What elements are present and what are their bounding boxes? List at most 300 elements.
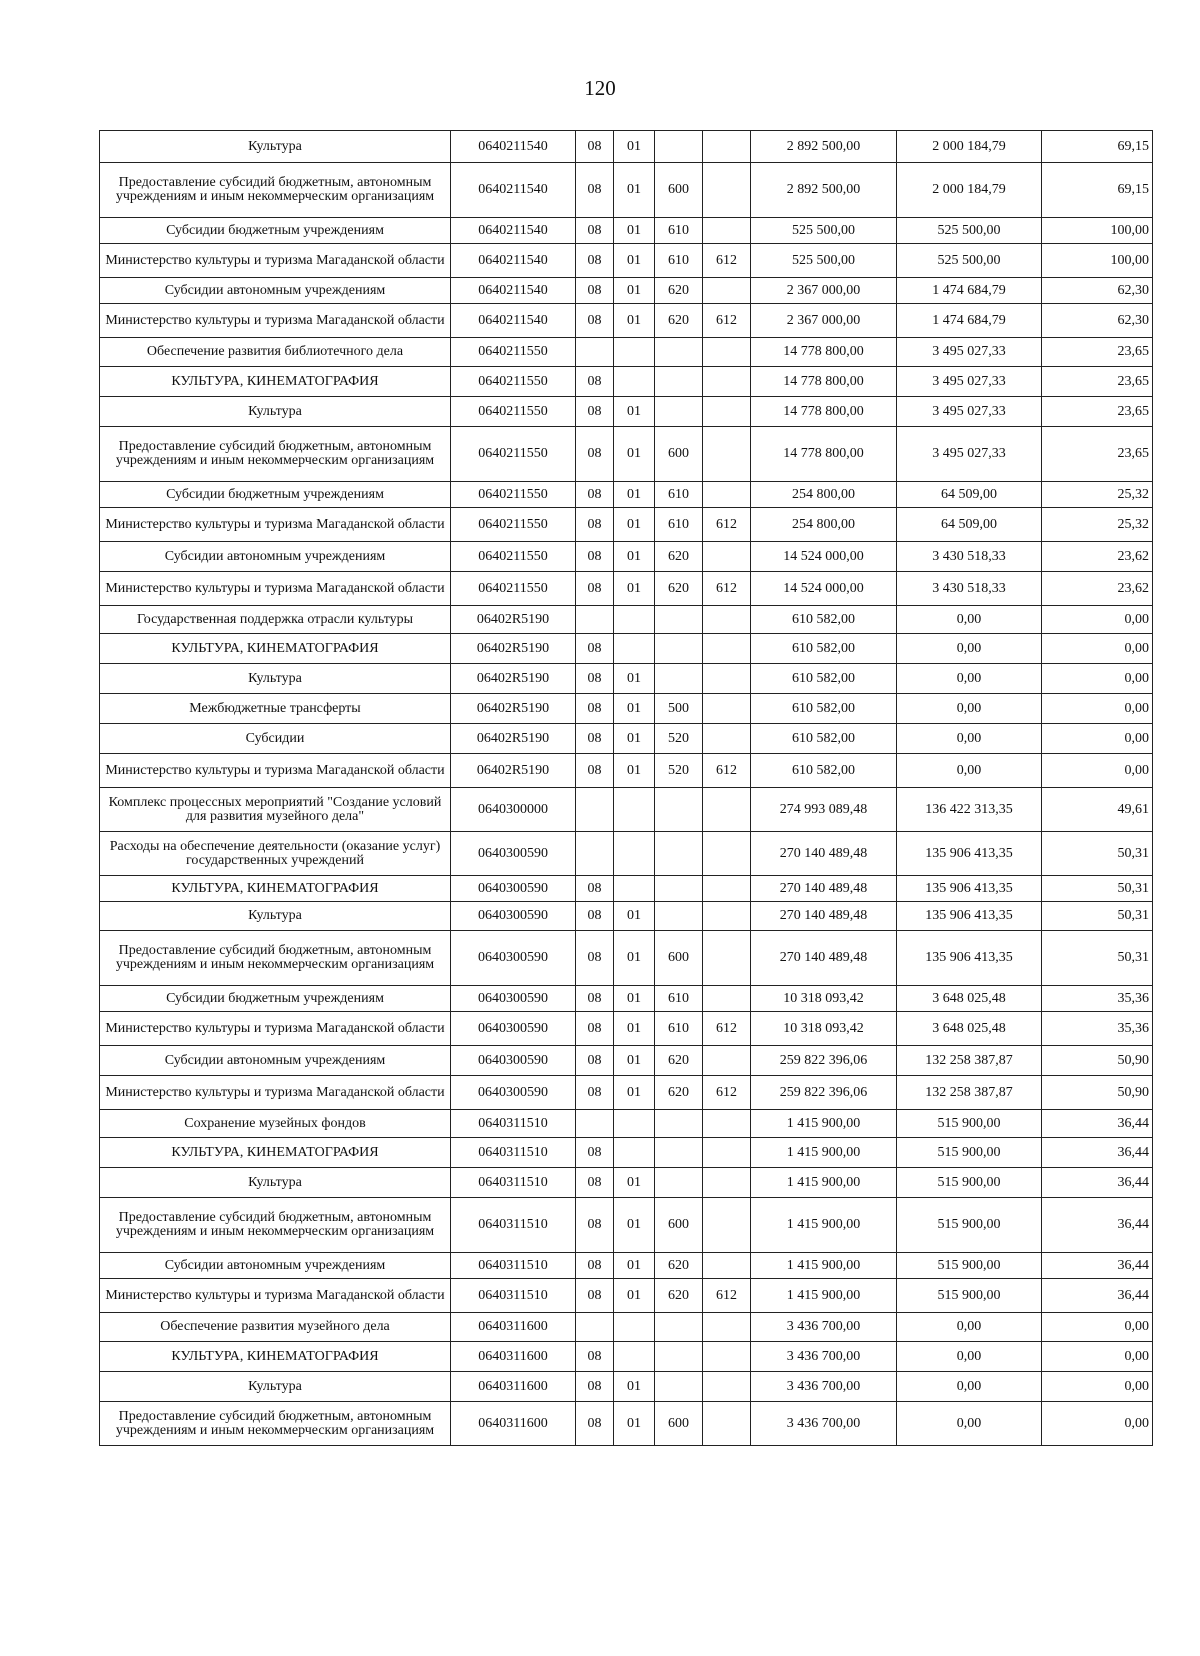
row-subsection: 01	[614, 724, 655, 754]
row-planned-amount: 1 415 900,00	[751, 1253, 897, 1279]
page-number: 120	[584, 76, 616, 100]
row-target-code: 06402R5190	[451, 606, 576, 634]
row-executed-amount: 0,00	[897, 606, 1042, 634]
table-body	[100, 131, 1153, 1446]
row-section: 08	[576, 1372, 614, 1402]
row-section: 08	[576, 1168, 614, 1198]
row-admin-code	[703, 832, 751, 876]
row-execution-percent: 50,31	[1042, 876, 1153, 902]
row-name: Обеспечение развития библиотечного дела	[100, 338, 451, 367]
row-executed-amount: 64 509,00	[897, 508, 1042, 542]
row-expense-type	[655, 1168, 703, 1198]
row-executed-amount: 3 495 027,33	[897, 397, 1042, 427]
row-subsection	[614, 832, 655, 876]
table-row	[100, 304, 1153, 338]
row-executed-amount: 0,00	[897, 694, 1042, 724]
row-section: 08	[576, 1342, 614, 1372]
table-row	[100, 1012, 1153, 1046]
row-expense-type: 620	[655, 278, 703, 304]
row-name: Субсидии бюджетным учреждениям	[100, 218, 451, 244]
row-section: 08	[576, 986, 614, 1012]
row-executed-amount: 3 430 518,33	[897, 572, 1042, 606]
row-planned-amount: 14 778 800,00	[751, 397, 897, 427]
row-target-code: 0640211550	[451, 397, 576, 427]
row-executed-amount: 0,00	[897, 724, 1042, 754]
row-subsection: 01	[614, 397, 655, 427]
row-planned-amount: 2 892 500,00	[751, 163, 897, 218]
row-execution-percent: 35,36	[1042, 986, 1153, 1012]
table-row	[100, 788, 1153, 832]
row-planned-amount: 14 778 800,00	[751, 427, 897, 482]
table-row	[100, 664, 1153, 694]
row-subsection	[614, 1342, 655, 1372]
row-target-code: 0640211540	[451, 244, 576, 278]
row-executed-amount: 0,00	[897, 754, 1042, 788]
row-admin-code	[703, 131, 751, 163]
row-execution-percent: 36,44	[1042, 1168, 1153, 1198]
row-section	[576, 832, 614, 876]
row-execution-percent: 0,00	[1042, 664, 1153, 694]
row-admin-code	[703, 218, 751, 244]
row-subsection	[614, 876, 655, 902]
row-section: 08	[576, 304, 614, 338]
row-planned-amount: 259 822 396,06	[751, 1076, 897, 1110]
row-subsection: 01	[614, 1168, 655, 1198]
budget-table	[99, 130, 1153, 1446]
row-execution-percent: 36,44	[1042, 1253, 1153, 1279]
row-executed-amount: 0,00	[897, 664, 1042, 694]
row-target-code: 0640300590	[451, 1076, 576, 1110]
table-row	[100, 1168, 1153, 1198]
row-expense-type	[655, 634, 703, 664]
row-section: 08	[576, 427, 614, 482]
row-target-code: 0640300590	[451, 876, 576, 902]
table-row	[100, 634, 1153, 664]
row-name: КУЛЬТУРА, КИНЕМАТОГРАФИЯ	[100, 1342, 451, 1372]
row-target-code: 0640311600	[451, 1313, 576, 1342]
row-admin-code	[703, 1046, 751, 1076]
row-subsection: 01	[614, 572, 655, 606]
table-row	[100, 542, 1153, 572]
row-planned-amount: 274 993 089,48	[751, 788, 897, 832]
row-target-code: 06402R5190	[451, 664, 576, 694]
table-row	[100, 1046, 1153, 1076]
row-subsection: 01	[614, 244, 655, 278]
row-execution-percent: 36,44	[1042, 1198, 1153, 1253]
row-admin-code	[703, 1138, 751, 1168]
row-executed-amount: 515 900,00	[897, 1138, 1042, 1168]
row-target-code: 0640311510	[451, 1253, 576, 1279]
row-subsection: 01	[614, 1012, 655, 1046]
row-expense-type	[655, 832, 703, 876]
row-subsection: 01	[614, 218, 655, 244]
row-execution-percent: 23,65	[1042, 367, 1153, 397]
row-expense-type: 610	[655, 986, 703, 1012]
row-admin-code	[703, 902, 751, 931]
row-expense-type	[655, 664, 703, 694]
row-executed-amount: 135 906 413,35	[897, 902, 1042, 931]
table-row	[100, 1372, 1153, 1402]
row-expense-type: 610	[655, 1012, 703, 1046]
row-section: 08	[576, 634, 614, 664]
row-name: Культура	[100, 902, 451, 931]
row-execution-percent: 100,00	[1042, 218, 1153, 244]
table-row	[100, 694, 1153, 724]
row-subsection: 01	[614, 931, 655, 986]
row-target-code: 0640300000	[451, 788, 576, 832]
row-name: Министерство культуры и туризма Магаданской области	[100, 1076, 451, 1110]
row-subsection: 01	[614, 694, 655, 724]
row-name: Культура	[100, 1372, 451, 1402]
row-executed-amount: 135 906 413,35	[897, 876, 1042, 902]
row-expense-type: 610	[655, 508, 703, 542]
row-admin-code	[703, 1342, 751, 1372]
row-executed-amount: 0,00	[897, 634, 1042, 664]
row-executed-amount: 136 422 313,35	[897, 788, 1042, 832]
table-row	[100, 1138, 1153, 1168]
row-execution-percent: 0,00	[1042, 1372, 1153, 1402]
row-name: Министерство культуры и туризма Магаданской области	[100, 304, 451, 338]
row-planned-amount: 2 367 000,00	[751, 278, 897, 304]
row-execution-percent: 0,00	[1042, 1342, 1153, 1372]
row-expense-type: 620	[655, 542, 703, 572]
row-execution-percent: 0,00	[1042, 1313, 1153, 1342]
row-section: 08	[576, 1138, 614, 1168]
row-name: Министерство культуры и туризма Магаданской области	[100, 508, 451, 542]
row-section: 08	[576, 397, 614, 427]
row-expense-type: 620	[655, 1046, 703, 1076]
row-planned-amount: 14 524 000,00	[751, 542, 897, 572]
row-planned-amount: 3 436 700,00	[751, 1342, 897, 1372]
row-planned-amount: 259 822 396,06	[751, 1046, 897, 1076]
table-row	[100, 278, 1153, 304]
row-name: Министерство культуры и туризма Магаданской области	[100, 1279, 451, 1313]
row-name: Субсидии автономным учреждениям	[100, 542, 451, 572]
table-row	[100, 754, 1153, 788]
row-target-code: 0640311600	[451, 1402, 576, 1446]
row-subsection: 01	[614, 1253, 655, 1279]
row-executed-amount: 135 906 413,35	[897, 931, 1042, 986]
row-admin-code	[703, 1402, 751, 1446]
table-row	[100, 163, 1153, 218]
table-row	[100, 986, 1153, 1012]
row-execution-percent: 36,44	[1042, 1279, 1153, 1313]
row-name: Культура	[100, 131, 451, 163]
row-section: 08	[576, 754, 614, 788]
row-target-code: 0640311600	[451, 1342, 576, 1372]
row-planned-amount: 610 582,00	[751, 724, 897, 754]
row-section: 08	[576, 1012, 614, 1046]
row-admin-code: 612	[703, 1012, 751, 1046]
row-executed-amount: 525 500,00	[897, 244, 1042, 278]
row-expense-type: 520	[655, 724, 703, 754]
row-section: 08	[576, 278, 614, 304]
row-subsection: 01	[614, 482, 655, 508]
row-planned-amount: 610 582,00	[751, 694, 897, 724]
row-subsection: 01	[614, 1279, 655, 1313]
row-execution-percent: 50,90	[1042, 1046, 1153, 1076]
row-section: 08	[576, 694, 614, 724]
row-executed-amount: 3 648 025,48	[897, 986, 1042, 1012]
row-executed-amount: 2 000 184,79	[897, 163, 1042, 218]
row-subsection: 01	[614, 304, 655, 338]
row-name: Субсидии бюджетным учреждениям	[100, 482, 451, 508]
row-admin-code	[703, 876, 751, 902]
row-executed-amount: 515 900,00	[897, 1198, 1042, 1253]
row-planned-amount: 270 140 489,48	[751, 931, 897, 986]
row-subsection: 01	[614, 427, 655, 482]
row-subsection: 01	[614, 508, 655, 542]
row-subsection	[614, 788, 655, 832]
row-name: Субсидии автономным учреждениям	[100, 278, 451, 304]
row-planned-amount: 14 778 800,00	[751, 367, 897, 397]
row-planned-amount: 10 318 093,42	[751, 1012, 897, 1046]
row-planned-amount: 1 415 900,00	[751, 1168, 897, 1198]
row-section: 08	[576, 902, 614, 931]
row-admin-code	[703, 542, 751, 572]
row-admin-code	[703, 1372, 751, 1402]
row-execution-percent: 62,30	[1042, 278, 1153, 304]
row-expense-type	[655, 131, 703, 163]
row-subsection: 01	[614, 902, 655, 931]
row-section: 08	[576, 131, 614, 163]
row-execution-percent: 0,00	[1042, 606, 1153, 634]
row-section: 08	[576, 876, 614, 902]
row-planned-amount: 525 500,00	[751, 218, 897, 244]
row-section	[576, 1110, 614, 1138]
row-name: Министерство культуры и туризма Магаданской области	[100, 754, 451, 788]
row-admin-code	[703, 1313, 751, 1342]
row-planned-amount: 610 582,00	[751, 754, 897, 788]
row-executed-amount: 525 500,00	[897, 218, 1042, 244]
row-expense-type	[655, 606, 703, 634]
row-subsection: 01	[614, 131, 655, 163]
row-target-code: 0640211550	[451, 338, 576, 367]
table-row	[100, 1198, 1153, 1253]
row-name: Культура	[100, 1168, 451, 1198]
row-subsection	[614, 367, 655, 397]
row-execution-percent: 62,30	[1042, 304, 1153, 338]
row-executed-amount: 1 474 684,79	[897, 278, 1042, 304]
row-execution-percent: 25,32	[1042, 508, 1153, 542]
row-expense-type: 600	[655, 427, 703, 482]
row-execution-percent: 0,00	[1042, 694, 1153, 724]
row-expense-type: 620	[655, 1253, 703, 1279]
row-execution-percent: 100,00	[1042, 244, 1153, 278]
row-admin-code	[703, 634, 751, 664]
row-execution-percent: 23,62	[1042, 542, 1153, 572]
row-section: 08	[576, 1402, 614, 1446]
row-subsection	[614, 338, 655, 367]
row-target-code: 0640311510	[451, 1168, 576, 1198]
row-target-code: 0640300590	[451, 931, 576, 986]
row-expense-type: 500	[655, 694, 703, 724]
row-expense-type	[655, 902, 703, 931]
row-executed-amount: 132 258 387,87	[897, 1046, 1042, 1076]
row-planned-amount: 610 582,00	[751, 664, 897, 694]
row-admin-code: 612	[703, 304, 751, 338]
row-section: 08	[576, 1253, 614, 1279]
row-expense-type: 520	[655, 754, 703, 788]
row-subsection	[614, 634, 655, 664]
table-row	[100, 606, 1153, 634]
row-admin-code	[703, 724, 751, 754]
row-planned-amount: 610 582,00	[751, 634, 897, 664]
row-admin-code	[703, 664, 751, 694]
row-admin-code	[703, 482, 751, 508]
row-name: Предоставление субсидий бюджетным, автономным учреждениям и иным некоммерческим организациям	[100, 1198, 451, 1253]
row-planned-amount: 14 524 000,00	[751, 572, 897, 606]
row-name: Предоставление субсидий бюджетным, автономным учреждениям и иным некоммерческим организациям	[100, 931, 451, 986]
row-expense-type	[655, 1372, 703, 1402]
row-planned-amount: 2 367 000,00	[751, 304, 897, 338]
row-target-code: 06402R5190	[451, 694, 576, 724]
row-planned-amount: 254 800,00	[751, 508, 897, 542]
row-planned-amount: 1 415 900,00	[751, 1279, 897, 1313]
row-target-code: 06402R5190	[451, 754, 576, 788]
row-executed-amount: 1 474 684,79	[897, 304, 1042, 338]
row-target-code: 0640300590	[451, 1046, 576, 1076]
row-expense-type	[655, 338, 703, 367]
table-row	[100, 367, 1153, 397]
row-section	[576, 1313, 614, 1342]
row-execution-percent: 50,31	[1042, 832, 1153, 876]
row-subsection: 01	[614, 1372, 655, 1402]
row-subsection	[614, 606, 655, 634]
row-executed-amount: 135 906 413,35	[897, 832, 1042, 876]
row-expense-type: 600	[655, 1198, 703, 1253]
row-expense-type	[655, 1110, 703, 1138]
row-execution-percent: 36,44	[1042, 1138, 1153, 1168]
table-row	[100, 508, 1153, 542]
row-expense-type	[655, 788, 703, 832]
table-row	[100, 1110, 1153, 1138]
row-name: Субсидии бюджетным учреждениям	[100, 986, 451, 1012]
row-executed-amount: 515 900,00	[897, 1279, 1042, 1313]
row-execution-percent: 50,90	[1042, 1076, 1153, 1110]
row-executed-amount: 3 495 027,33	[897, 367, 1042, 397]
row-section: 08	[576, 1198, 614, 1253]
row-admin-code	[703, 694, 751, 724]
row-planned-amount: 14 778 800,00	[751, 338, 897, 367]
row-execution-percent: 0,00	[1042, 1402, 1153, 1446]
table-row	[100, 427, 1153, 482]
row-target-code: 0640311600	[451, 1372, 576, 1402]
row-section	[576, 338, 614, 367]
row-target-code: 0640211550	[451, 482, 576, 508]
table-row	[100, 1313, 1153, 1342]
row-target-code: 0640211540	[451, 163, 576, 218]
table-row	[100, 876, 1153, 902]
row-admin-code	[703, 1168, 751, 1198]
row-execution-percent: 23,62	[1042, 572, 1153, 606]
row-execution-percent: 23,65	[1042, 338, 1153, 367]
row-admin-code: 612	[703, 1279, 751, 1313]
row-section: 08	[576, 931, 614, 986]
row-section	[576, 606, 614, 634]
row-expense-type	[655, 397, 703, 427]
table-row	[100, 244, 1153, 278]
row-subsection	[614, 1110, 655, 1138]
row-expense-type	[655, 1138, 703, 1168]
row-subsection: 01	[614, 542, 655, 572]
row-name: Межбюджетные трансферты	[100, 694, 451, 724]
row-name: КУЛЬТУРА, КИНЕМАТОГРАФИЯ	[100, 634, 451, 664]
row-subsection: 01	[614, 754, 655, 788]
row-planned-amount: 3 436 700,00	[751, 1372, 897, 1402]
row-section: 08	[576, 1046, 614, 1076]
row-name: Комплекс процессных мероприятий "Создание условий для развития музейного дела"	[100, 788, 451, 832]
row-subsection: 01	[614, 1046, 655, 1076]
row-target-code: 0640211550	[451, 508, 576, 542]
row-admin-code	[703, 397, 751, 427]
row-subsection: 01	[614, 986, 655, 1012]
row-executed-amount: 3 648 025,48	[897, 1012, 1042, 1046]
row-execution-percent: 69,15	[1042, 131, 1153, 163]
row-section: 08	[576, 163, 614, 218]
row-section: 08	[576, 572, 614, 606]
row-expense-type: 620	[655, 572, 703, 606]
row-executed-amount: 515 900,00	[897, 1168, 1042, 1198]
row-execution-percent: 69,15	[1042, 163, 1153, 218]
row-target-code: 0640311510	[451, 1198, 576, 1253]
row-execution-percent: 50,31	[1042, 931, 1153, 986]
row-admin-code: 612	[703, 1076, 751, 1110]
row-executed-amount: 0,00	[897, 1342, 1042, 1372]
row-expense-type: 610	[655, 218, 703, 244]
table-row	[100, 131, 1153, 163]
row-name: Расходы на обеспечение деятельности (оказание услуг) государственных учреждений	[100, 832, 451, 876]
row-subsection: 01	[614, 278, 655, 304]
row-section: 08	[576, 367, 614, 397]
table-row	[100, 1076, 1153, 1110]
row-target-code: 06402R5190	[451, 724, 576, 754]
row-subsection: 01	[614, 1198, 655, 1253]
row-planned-amount: 270 140 489,48	[751, 832, 897, 876]
row-execution-percent: 0,00	[1042, 754, 1153, 788]
row-execution-percent: 49,61	[1042, 788, 1153, 832]
row-admin-code	[703, 163, 751, 218]
row-target-code: 0640300590	[451, 1012, 576, 1046]
row-planned-amount: 3 436 700,00	[751, 1313, 897, 1342]
row-name: Субсидии автономным учреждениям	[100, 1253, 451, 1279]
row-expense-type	[655, 367, 703, 397]
row-planned-amount: 254 800,00	[751, 482, 897, 508]
row-admin-code	[703, 338, 751, 367]
row-subsection	[614, 1138, 655, 1168]
row-subsection: 01	[614, 1402, 655, 1446]
row-expense-type: 610	[655, 244, 703, 278]
row-expense-type: 610	[655, 482, 703, 508]
row-name: Государственная поддержка отрасли культуры	[100, 606, 451, 634]
row-section: 08	[576, 244, 614, 278]
row-planned-amount: 1 415 900,00	[751, 1198, 897, 1253]
row-execution-percent: 0,00	[1042, 634, 1153, 664]
row-executed-amount: 2 000 184,79	[897, 131, 1042, 163]
row-target-code: 0640300590	[451, 832, 576, 876]
row-admin-code	[703, 986, 751, 1012]
row-name: Министерство культуры и туризма Магаданской области	[100, 572, 451, 606]
row-planned-amount: 2 892 500,00	[751, 131, 897, 163]
table-row	[100, 902, 1153, 931]
row-name: КУЛЬТУРА, КИНЕМАТОГРАФИЯ	[100, 367, 451, 397]
row-target-code: 0640211550	[451, 427, 576, 482]
row-execution-percent: 50,31	[1042, 902, 1153, 931]
table-row	[100, 218, 1153, 244]
row-executed-amount: 0,00	[897, 1372, 1042, 1402]
row-section	[576, 788, 614, 832]
row-planned-amount: 3 436 700,00	[751, 1402, 897, 1446]
